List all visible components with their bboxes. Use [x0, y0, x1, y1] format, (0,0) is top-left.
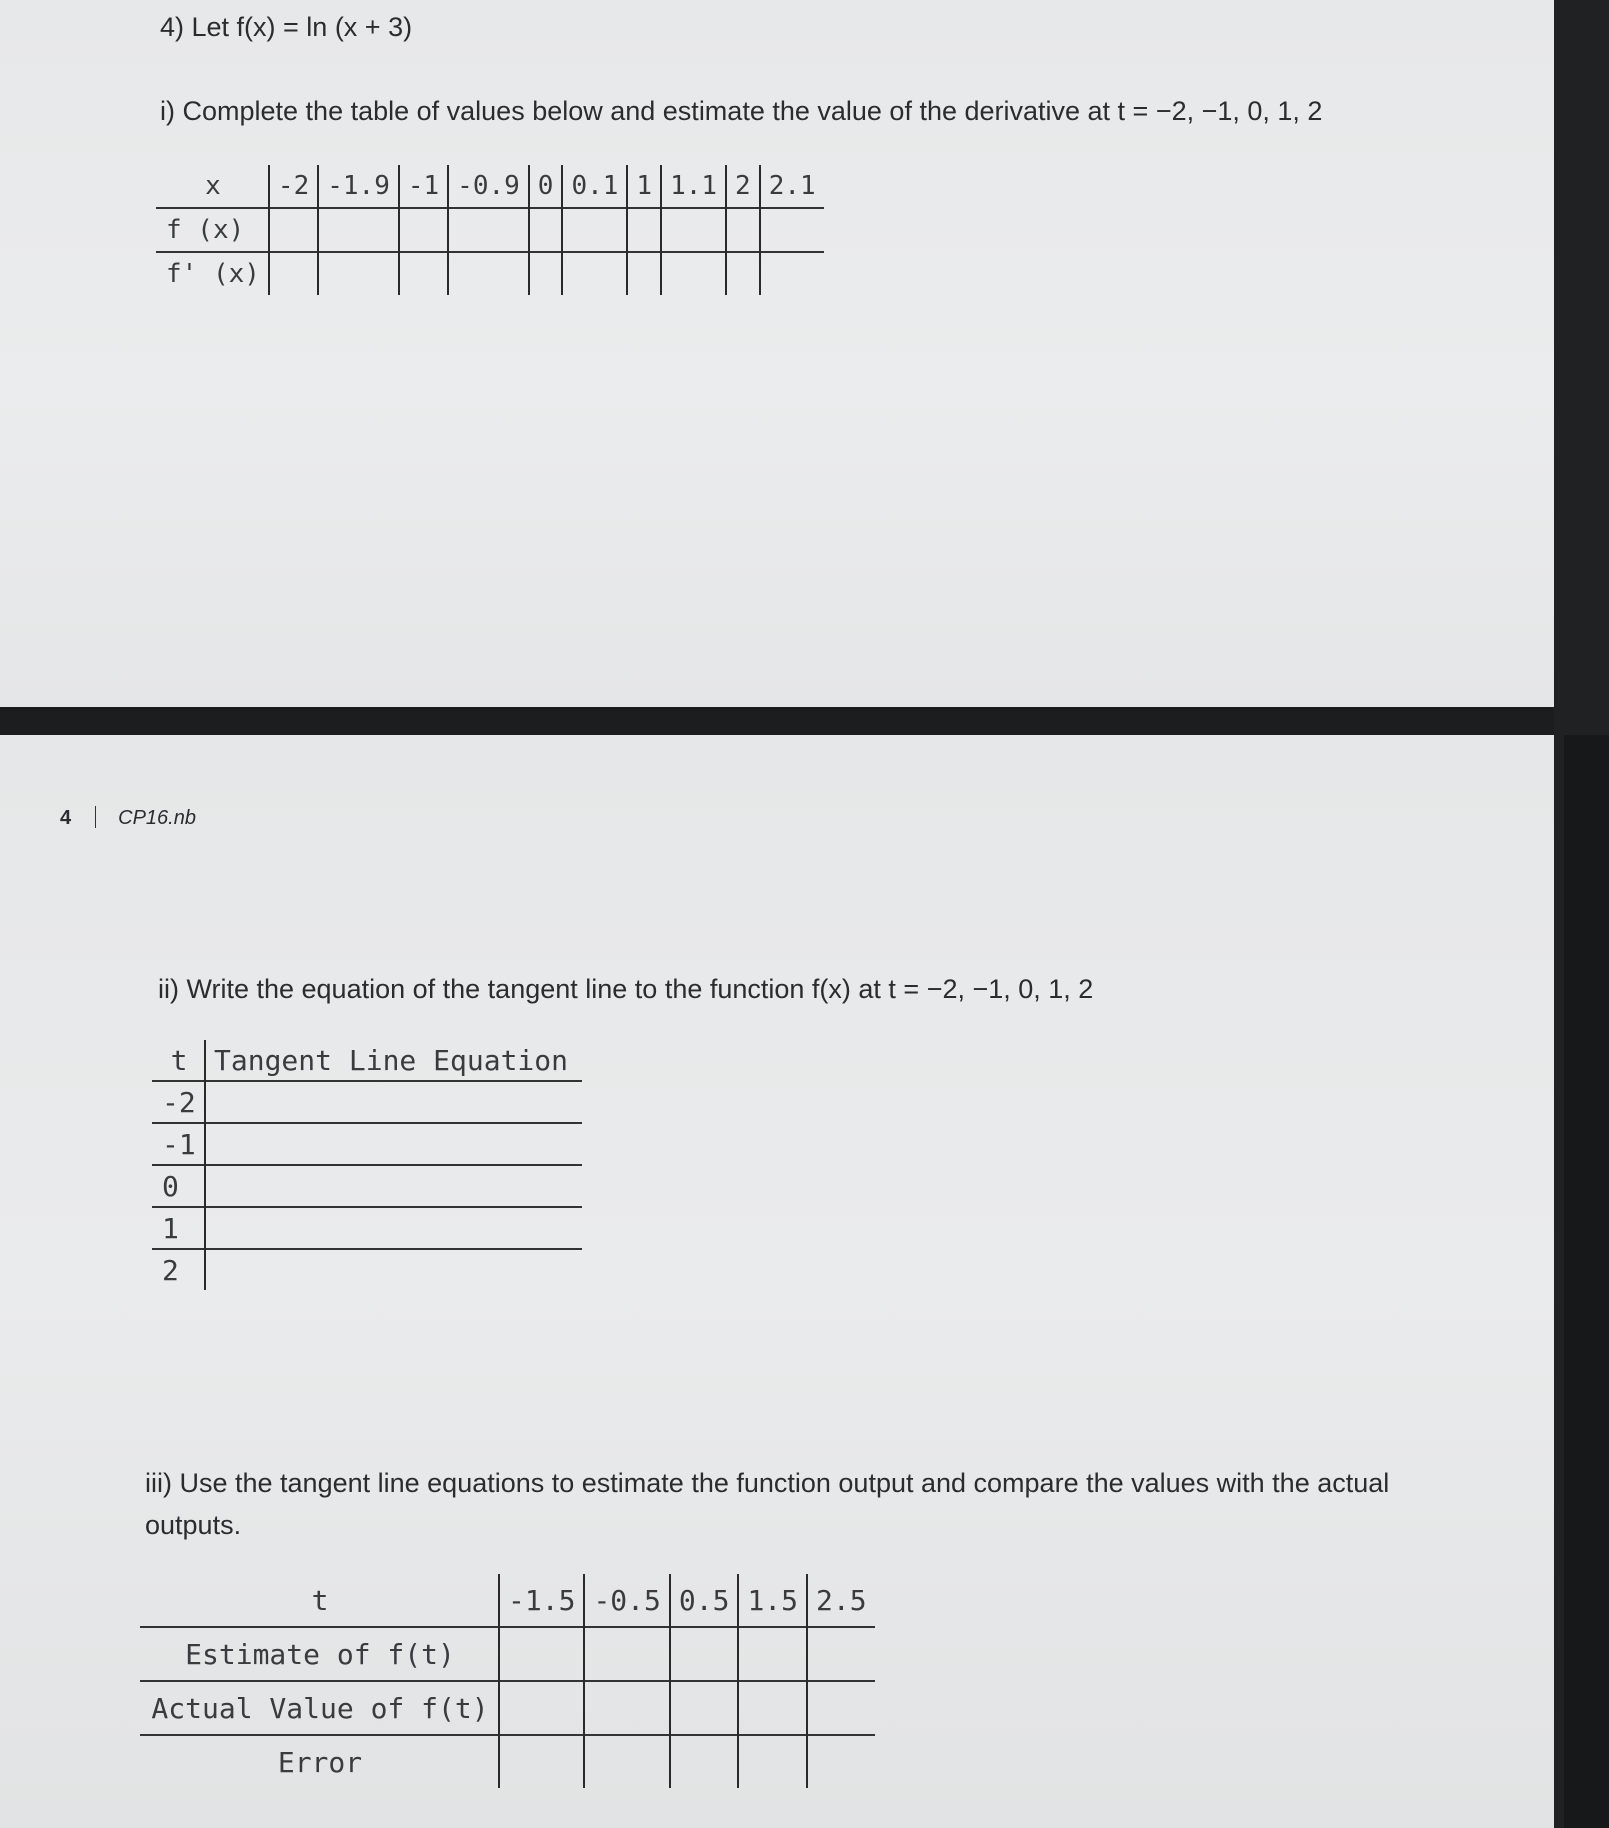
fpx-row	[156, 252, 824, 295]
t-row	[140, 1574, 875, 1627]
values-table	[156, 165, 824, 295]
t-cell: 2	[152, 1249, 205, 1290]
fpx-cell[interactable]	[760, 252, 824, 295]
fpx-cell[interactable]	[562, 252, 627, 295]
fx-cell[interactable]	[318, 208, 399, 252]
page-footer	[60, 806, 196, 830]
x-cell: 1	[627, 165, 661, 208]
row-header-fx: f (x)	[156, 208, 269, 252]
estimate-cell[interactable]	[807, 1627, 875, 1681]
actual-cell[interactable]	[738, 1681, 807, 1735]
footer-separator	[95, 806, 96, 828]
x-cell: -2	[269, 165, 318, 208]
fx-cell[interactable]	[448, 208, 529, 252]
tangent-table	[152, 1040, 582, 1290]
tangent-row	[152, 1207, 582, 1249]
part-iii-prompt-line2: outputs.	[145, 1510, 242, 1540]
estimate-cell[interactable]	[670, 1627, 739, 1681]
row-header-error: Error	[140, 1735, 499, 1788]
t-value-cell: -1.5	[499, 1574, 584, 1627]
estimate-cell[interactable]	[584, 1627, 669, 1681]
x-cell: -1.9	[318, 165, 399, 208]
estimate-cell[interactable]	[738, 1627, 807, 1681]
fpx-cell[interactable]	[661, 252, 726, 295]
file-name: CP16.nb	[118, 807, 196, 829]
t-value-cell: 0.5	[670, 1574, 739, 1627]
actual-cell[interactable]	[670, 1681, 739, 1735]
error-cell[interactable]	[499, 1735, 584, 1788]
tangent-row	[152, 1165, 582, 1207]
fx-cell[interactable]	[269, 208, 318, 252]
part-i-prompt: i) Complete the table of values below and estimate the value of the derivative at t = −2, −1, 0, 1, 2	[160, 96, 1323, 126]
screen-edge-lower	[1564, 735, 1609, 1828]
x-cell: 0	[529, 165, 563, 208]
t-cell: -1	[152, 1123, 205, 1165]
page-number: 4	[60, 807, 72, 829]
t-cell: 0	[152, 1165, 205, 1207]
row-header-t: t	[311, 1583, 329, 1617]
equation-cell[interactable]	[205, 1249, 582, 1290]
t-cell: 1	[152, 1207, 205, 1249]
t-cell: -2	[152, 1081, 205, 1123]
fpx-cell[interactable]	[726, 252, 760, 295]
equation-cell[interactable]	[205, 1165, 582, 1207]
part-ii-prompt: ii) Write the equation of the tangent line to the function f(x) at t = −2, −1, 0, 1, 2	[158, 974, 1094, 1004]
x-cell: -0.9	[448, 165, 529, 208]
fpx-cell[interactable]	[627, 252, 661, 295]
x-row	[156, 165, 824, 208]
col-header-equation: Tangent Line Equation	[205, 1040, 582, 1081]
equation-cell[interactable]	[205, 1207, 582, 1249]
fx-cell[interactable]	[529, 208, 563, 252]
fx-cell[interactable]	[760, 208, 824, 252]
actual-cell[interactable]	[584, 1681, 669, 1735]
x-cell: -1	[399, 165, 448, 208]
t-value-cell: 2.5	[807, 1574, 875, 1627]
x-cell: 2	[726, 165, 760, 208]
x-cell: 2.1	[760, 165, 824, 208]
t-value-cell: 1.5	[738, 1574, 807, 1627]
fx-cell[interactable]	[627, 208, 661, 252]
fx-cell[interactable]	[726, 208, 760, 252]
t-value-cell: -0.5	[584, 1574, 669, 1627]
fpx-cell[interactable]	[529, 252, 563, 295]
fx-row	[156, 208, 824, 252]
estimate-cell[interactable]	[499, 1627, 584, 1681]
fpx-cell[interactable]	[318, 252, 399, 295]
tangent-row	[152, 1081, 582, 1123]
estimate-row	[140, 1627, 875, 1681]
error-cell[interactable]	[584, 1735, 669, 1788]
tangent-row	[152, 1123, 582, 1165]
actual-cell[interactable]	[807, 1681, 875, 1735]
fpx-cell[interactable]	[399, 252, 448, 295]
tangent-row	[152, 1249, 582, 1290]
fx-cell[interactable]	[661, 208, 726, 252]
fpx-cell[interactable]	[269, 252, 318, 295]
part-iii-prompt-line1: iii) Use the tangent line equations to estimate the function output and compare the values with the actual	[145, 1468, 1390, 1498]
fx-cell[interactable]	[562, 208, 627, 252]
row-header-estimate: Estimate of f(t)	[140, 1627, 499, 1681]
actual-cell[interactable]	[499, 1681, 584, 1735]
row-header-actual: Actual Value of f(t)	[140, 1681, 499, 1735]
question-title: 4) Let f(x) = ln (x + 3)	[160, 12, 413, 42]
x-cell: 1.1	[661, 165, 726, 208]
equation-cell[interactable]	[205, 1081, 582, 1123]
fpx-cell[interactable]	[448, 252, 529, 295]
page-divider	[0, 707, 1570, 735]
x-cell: 0.1	[562, 165, 627, 208]
row-header-x: x	[205, 171, 221, 201]
error-cell[interactable]	[670, 1735, 739, 1788]
fx-cell[interactable]	[399, 208, 448, 252]
col-header-t: t	[170, 1043, 188, 1077]
row-header-fpx: f' (x)	[156, 252, 269, 295]
actual-row	[140, 1681, 875, 1735]
estimate-table	[140, 1574, 875, 1788]
tangent-header-row	[152, 1040, 582, 1081]
equation-cell[interactable]	[205, 1123, 582, 1165]
error-cell[interactable]	[807, 1735, 875, 1788]
error-cell[interactable]	[738, 1735, 807, 1788]
error-row	[140, 1735, 875, 1788]
